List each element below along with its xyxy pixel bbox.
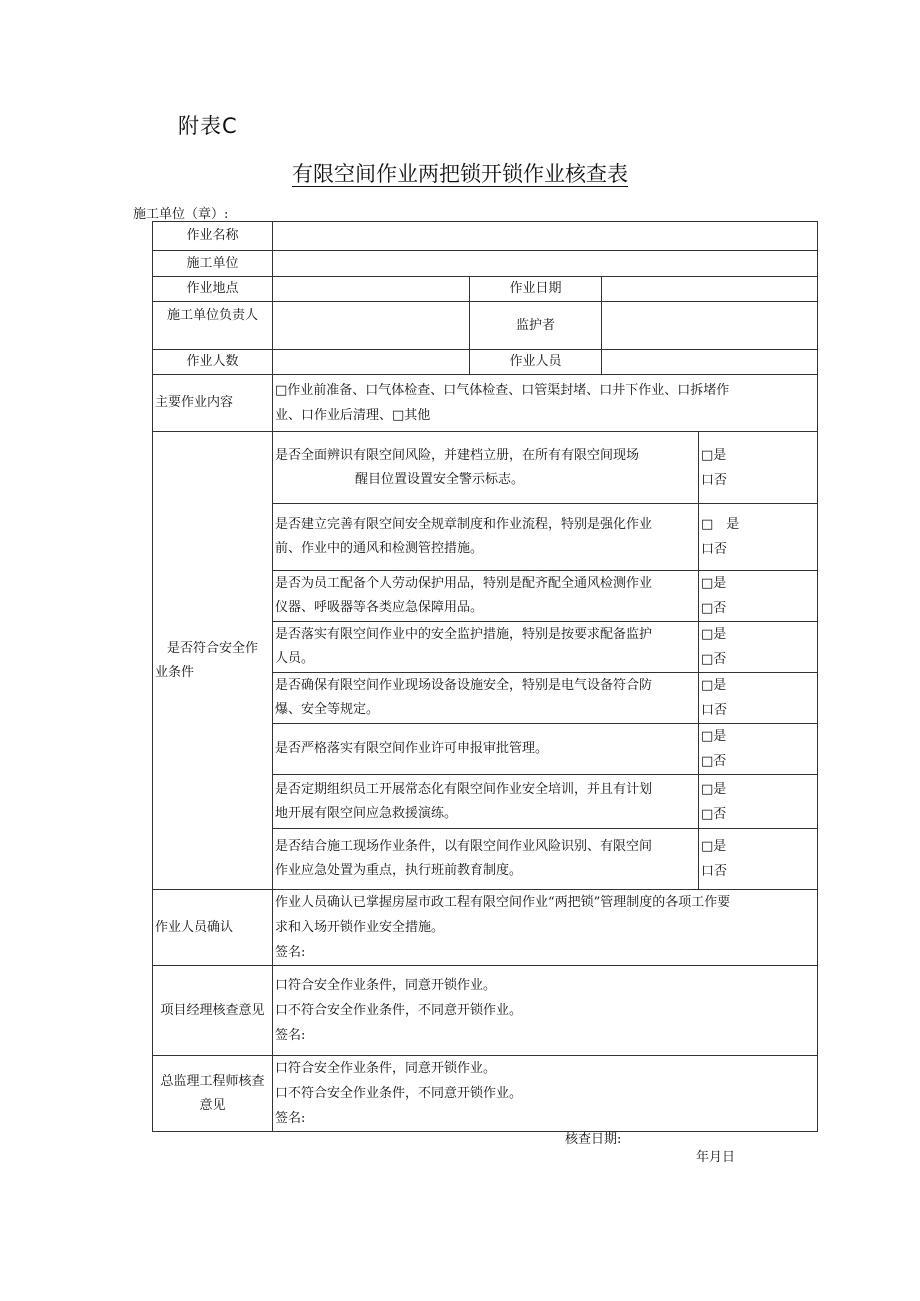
row-worker-confirm bbox=[153, 890, 818, 966]
chief-agree-checkbox[interactable]: 口符合安全作业条件，同意开锁作业。 bbox=[275, 1061, 497, 1076]
guardian-label: 监护者 bbox=[470, 302, 602, 350]
workers-label: 作业人员 bbox=[470, 350, 602, 375]
row-main-content bbox=[153, 375, 818, 432]
yes-no-checkbox[interactable]: □是 □否 bbox=[699, 724, 818, 775]
pm-review-label: 项目经理核查意见 bbox=[153, 966, 273, 1056]
pm-review-options bbox=[273, 966, 818, 1056]
job-name-value[interactable] bbox=[273, 222, 818, 251]
safety-conditions-label: 是否符合安全作 业条件 bbox=[153, 432, 273, 890]
yes-no-checkbox[interactable]: □是 口否 bbox=[699, 673, 818, 724]
chief-disagree-checkbox[interactable]: 口不符合安全作业条件，不同意开锁作业。 bbox=[275, 1086, 523, 1101]
safety-item-text: 是否结合施工现场作业条件，以有限空间作业风险识别、有限空间 作业应急处置为重点，执行班前教育制度。 bbox=[273, 829, 699, 890]
date-year-month-day[interactable]: 年月日 bbox=[696, 1150, 736, 1165]
row-headcount-workers bbox=[153, 350, 818, 375]
main-content-line-1: □作业前准备、口气体检查、口气体检查、口管渠封堵、口井下作业、口拆堵作 bbox=[275, 383, 730, 398]
guardian-value[interactable] bbox=[602, 302, 818, 350]
row-construction-unit bbox=[153, 251, 818, 277]
safety-item-text: 是否严格落实有限空间作业许可申报审批管理。 bbox=[273, 724, 699, 775]
unit-leader-label: 施工单位负责人 bbox=[153, 302, 273, 350]
date-label: 作业日期 bbox=[470, 277, 602, 302]
location-value[interactable] bbox=[273, 277, 470, 302]
unit-leader-value[interactable] bbox=[273, 302, 470, 350]
main-content-line-2: 业、口作业后清理、□其他 bbox=[275, 408, 431, 423]
yes-no-checkbox[interactable]: □是 □否 bbox=[699, 775, 818, 829]
location-label: 作业地点 bbox=[153, 277, 273, 302]
main-content-label: 主要作业内容 bbox=[153, 375, 273, 432]
construction-unit-value[interactable] bbox=[273, 251, 818, 277]
appendix-label: 附表C bbox=[178, 114, 238, 138]
chief-review-options bbox=[273, 1056, 818, 1132]
yes-no-checkbox[interactable]: □是 □否 bbox=[699, 622, 818, 673]
yes-no-checkbox[interactable]: □是 口否 bbox=[699, 432, 818, 504]
chief-review-label: 总监理工程师核查 意见 bbox=[153, 1056, 273, 1132]
worker-confirm-text: 作业人员确认已掌握房屋市政工程有限空间作业“两把锁”管理制度的各项工作要 求和入场开锁作业安全措施。 签名: bbox=[273, 890, 818, 966]
safety-item-text: 是否落实有限空间作业中的安全监护措施，特别是按要求配备监护 人员。 bbox=[273, 622, 699, 673]
main-content-options[interactable] bbox=[273, 375, 818, 432]
row-leader-guardian bbox=[153, 302, 818, 350]
safety-item-text: 是否为员工配备个人劳动保护用品，特别是配齐配全通风检测作业 仪器、呼吸器等各类应急保障用品。 bbox=[273, 571, 699, 622]
yes-no-checkbox[interactable]: □ 是 口否 bbox=[699, 504, 818, 571]
check-date-label: 核查日期: bbox=[565, 1132, 622, 1147]
inspection-form-table bbox=[152, 221, 818, 1132]
row-pm-review bbox=[153, 966, 818, 1056]
job-name-label: 作业名称 bbox=[153, 222, 273, 251]
date-value[interactable] bbox=[602, 277, 818, 302]
headcount-label: 作业人数 bbox=[153, 350, 273, 375]
safety-item-text: 是否确保有限空间作业现场设备设施安全，特别是电气设备符合防 爆、安全等规定。 bbox=[273, 673, 699, 724]
pm-disagree-checkbox[interactable]: 口不符合安全作业条件，不同意开锁作业。 bbox=[275, 1003, 523, 1018]
yes-no-checkbox[interactable]: □是 口否 bbox=[699, 829, 818, 890]
chief-signature-field[interactable]: 签名: bbox=[275, 1111, 306, 1126]
yes-no-checkbox[interactable]: □是 □否 bbox=[699, 571, 818, 622]
construction-unit-label: 施工单位 bbox=[153, 251, 273, 277]
pm-agree-checkbox[interactable]: 口符合安全作业条件，同意开锁作业。 bbox=[275, 978, 497, 993]
form-title: 有限空间作业两把锁开锁作业核查表 bbox=[292, 162, 628, 186]
safety-item-text: 是否全面辨识有限空间风险，并建档立册，在所有有限空间现场 醒目位置设置安全警示标志。 bbox=[273, 432, 699, 504]
workers-value[interactable] bbox=[602, 350, 818, 375]
row-location-date bbox=[153, 277, 818, 302]
worker-confirm-label: 作业人员确认 bbox=[153, 890, 273, 966]
construction-unit-stamp-label: 施工单位（章）: bbox=[133, 207, 229, 222]
safety-item-text: 是否定期组织员工开展常态化有限空间作业安全培训，并且有计划 地开展有限空间应急救援演练。 bbox=[273, 775, 699, 829]
pm-signature-field[interactable]: 签名: bbox=[275, 1028, 306, 1043]
safety-item-text: 是否建立完善有限空间安全规章制度和作业流程，特别是强化作业 前、作业中的通风和检测管控措施。 bbox=[273, 504, 699, 571]
worker-signature-field[interactable]: 签名: bbox=[275, 945, 306, 960]
headcount-value[interactable] bbox=[273, 350, 470, 375]
row-chief-review bbox=[153, 1056, 818, 1132]
row-job-name bbox=[153, 222, 818, 251]
safety-item-row bbox=[153, 432, 818, 504]
